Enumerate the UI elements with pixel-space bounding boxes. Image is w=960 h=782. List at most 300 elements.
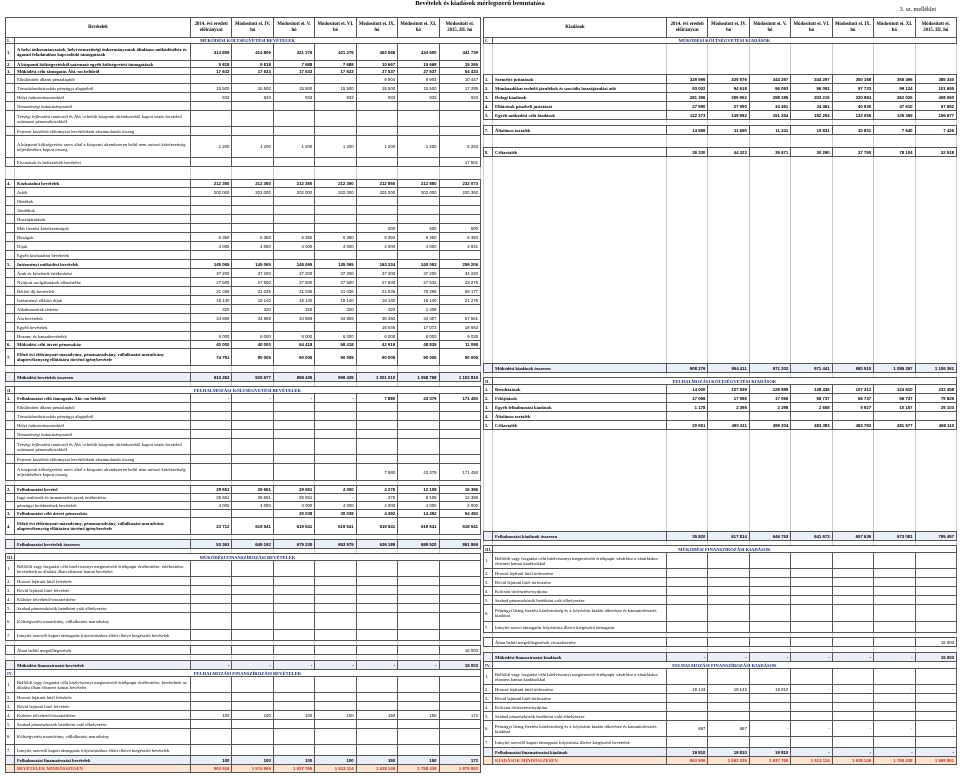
row-number: I.	[484, 38, 493, 44]
value-cell: 43 379	[398, 394, 439, 403]
row-number: 2.	[484, 569, 493, 578]
value-cell: 289 952	[708, 93, 749, 102]
value-cell: 171 450	[439, 464, 480, 481]
value-cell: 138 436	[791, 385, 832, 394]
table-row	[6, 646, 481, 655]
row-number	[6, 373, 15, 382]
value-cell	[398, 251, 439, 260]
value-cell: 212 350	[191, 180, 232, 188]
value-cell	[273, 366, 314, 373]
value-cell: 100	[273, 756, 314, 765]
value-cell: 19 810	[667, 748, 708, 757]
value-cell	[356, 127, 397, 136]
value-cell: 933	[273, 93, 314, 102]
value-cell	[439, 412, 480, 421]
row-number: IV.	[7, 670, 13, 676]
value-cell	[667, 703, 708, 712]
value-cell: 933	[439, 93, 480, 102]
row-number	[6, 233, 15, 242]
value-cell	[398, 167, 439, 180]
value-cell: 34 869	[273, 314, 314, 323]
value-cell	[315, 693, 356, 702]
row-label: Előző évi előirányzat-maradvány, pénzmaradvány, vállalkozási maradvány alaptevékenység ellátására történő igénybevétele	[15, 518, 191, 535]
value-cell	[232, 403, 273, 412]
value-cell	[191, 577, 232, 586]
value-cell	[315, 403, 356, 412]
table-row	[484, 135, 957, 148]
value-cell	[791, 157, 832, 364]
value-cell: 1 200	[191, 136, 232, 158]
row-label: FELHALMOZÁSI FINANSZÍROZÁSI BEVÉTELEK	[15, 670, 481, 677]
section-header-row	[6, 670, 481, 677]
table-row	[484, 685, 957, 694]
value-cell	[232, 102, 273, 111]
value-cell	[915, 622, 956, 633]
value-cell: -	[832, 748, 873, 757]
row-number: 7.	[6, 630, 15, 641]
row-number	[6, 403, 15, 412]
value-cell	[315, 561, 356, 577]
value-cell: 499 204	[749, 421, 790, 430]
table-row	[484, 569, 957, 578]
value-cell: 15 500	[232, 84, 273, 93]
row-label: Egyéb közhatalmi bevételek	[15, 251, 191, 260]
value-cell: 9 904	[356, 75, 397, 84]
value-cell: 32 518	[915, 148, 956, 157]
table-row	[6, 84, 481, 93]
table-row	[484, 148, 957, 157]
row-number: 4.	[484, 412, 493, 421]
row-label: Belföldi vagy forgatási célú hitelviszonyt megtestesítő értékpapír vásárlása a vásárláskor elismert kamat kiadásokkal	[493, 553, 667, 569]
row-label: FELHALMOZÁSI KÖLTSÉGVETÉSI KIADÁSOK	[493, 378, 957, 385]
value-cell	[915, 553, 956, 569]
value-cell: 1 758 438	[398, 765, 439, 773]
table-row	[6, 314, 481, 323]
value-cell	[315, 251, 356, 260]
row-label: Elvonások és befizetések bevételei	[15, 158, 191, 167]
table-row	[6, 111, 481, 127]
value-cell	[273, 439, 314, 455]
value-cell	[191, 167, 232, 180]
value-cell: 56 737	[791, 394, 832, 403]
value-cell	[915, 694, 956, 703]
value-cell	[832, 44, 873, 75]
value-cell	[708, 712, 749, 721]
table-row	[6, 305, 481, 314]
value-cell	[232, 693, 273, 702]
table-row	[6, 412, 481, 421]
value-cell	[667, 737, 708, 748]
value-cell	[439, 702, 480, 711]
value-cell	[832, 578, 873, 587]
value-cell: 483 383	[791, 421, 832, 430]
value-cell	[232, 206, 273, 215]
value-cell	[191, 604, 232, 613]
value-cell: 483 783	[832, 421, 873, 430]
value-cell	[315, 158, 356, 167]
row-label: Irányító szervtől kapott támogatás folyósításához előírt illetve kiegészítő bevételek	[15, 745, 191, 756]
row-number	[6, 278, 15, 287]
value-cell	[832, 135, 873, 148]
table-row	[484, 403, 957, 412]
value-cell	[273, 693, 314, 702]
value-cell	[356, 613, 397, 630]
value-cell	[398, 412, 439, 421]
value-cell: -	[874, 685, 915, 694]
value-cell	[273, 403, 314, 412]
value-cell: 963 906	[667, 757, 708, 765]
value-cell	[191, 102, 232, 111]
row-number	[6, 215, 15, 224]
row-number	[6, 439, 15, 455]
table-row	[6, 68, 481, 75]
value-cell	[356, 102, 397, 111]
value-cell: 619 541	[356, 518, 397, 535]
value-cell	[749, 669, 790, 685]
value-cell	[273, 729, 314, 745]
column-header-period: Módosított ei. VI. hó	[315, 18, 356, 38]
value-cell	[232, 251, 273, 260]
total-row	[6, 661, 481, 670]
row-number: 1.	[484, 553, 493, 569]
value-cell: 172	[439, 711, 480, 720]
value-cell	[191, 455, 232, 464]
value-cell	[832, 638, 873, 647]
value-cell	[273, 412, 314, 421]
value-cell	[273, 613, 314, 630]
table-row	[484, 84, 957, 93]
value-cell	[232, 745, 273, 756]
row-number	[6, 287, 15, 296]
value-cell	[356, 197, 397, 206]
row-label: Térségi fejlesztési tanácstól és Áht.-n belüli központi alrendszerből kapott uniós forrásból származó pénzeszközökből	[15, 439, 191, 455]
row-number: 5.	[484, 421, 493, 430]
value-cell	[315, 430, 356, 439]
value-cell: 6 000	[232, 332, 273, 341]
row-label	[493, 157, 667, 364]
value-cell: 27 990	[708, 102, 749, 111]
row-label: Általános tartalék	[493, 412, 667, 421]
value-cell	[191, 595, 232, 604]
value-cell: 1 637 765	[749, 757, 790, 765]
value-cell: 34 220	[439, 269, 480, 278]
value-cell: 320	[356, 305, 397, 314]
value-cell	[191, 693, 232, 702]
value-cell: 6 000	[398, 332, 439, 341]
row-number: 2.	[6, 486, 15, 494]
value-cell: 14 492	[398, 510, 439, 518]
value-cell: 44 323	[708, 148, 749, 157]
row-label: Közhatalmi bevételek	[15, 180, 191, 188]
value-cell: 414 806	[232, 44, 273, 61]
row-label: Belföldi vagy forgatási célú hitelviszonyt megtestesítő értékpapír értékesítése, bevételnek az általási ilban elismert kamat bevételei	[15, 677, 191, 693]
value-cell	[273, 197, 314, 206]
value-cell: 18 140	[273, 296, 314, 305]
value-cell: 30 038	[273, 510, 314, 518]
value-cell: 1 102 819	[439, 373, 480, 382]
row-label: FELHALMOZÁSI KÖLTSÉGVETÉSI BEVÉTELEK	[15, 387, 481, 394]
row-number: 3.	[484, 578, 493, 587]
value-cell	[915, 605, 956, 622]
row-label: Hosszú lejáratú hitel törlesztése	[493, 685, 667, 694]
value-cell	[191, 251, 232, 260]
value-cell: 202 000	[398, 188, 439, 197]
value-cell	[315, 224, 356, 233]
table-row	[484, 385, 957, 394]
value-cell: 37 200	[273, 269, 314, 278]
row-number	[6, 75, 15, 84]
value-cell: 150	[398, 756, 439, 765]
value-cell: 7 688	[315, 61, 356, 68]
value-cell	[315, 702, 356, 711]
value-cell: 1 085 357	[874, 364, 915, 373]
value-cell: 90 005	[398, 349, 439, 366]
table-row	[6, 158, 481, 167]
value-cell: 933	[191, 93, 232, 102]
value-cell	[874, 135, 915, 148]
value-cell	[232, 677, 273, 693]
row-number: 2.	[6, 61, 15, 68]
value-cell: 37 200	[191, 269, 232, 278]
value-cell: 35 820	[667, 532, 708, 541]
column-header-period: 2014. évi eredeti előirányzat	[191, 18, 232, 38]
value-cell: 19 810	[749, 748, 790, 757]
value-cell	[915, 712, 956, 721]
table-row	[6, 278, 481, 287]
value-cell: 4 000	[315, 486, 356, 494]
value-cell: 128 985	[749, 385, 790, 394]
value-cell: 11 098	[439, 341, 480, 349]
value-cell: 954 411	[708, 364, 749, 373]
value-cell	[667, 157, 708, 364]
value-cell	[915, 737, 956, 748]
value-cell: 1 159 361	[915, 364, 956, 373]
value-cell	[708, 430, 749, 532]
value-cell: 259 206	[439, 260, 480, 269]
value-cell: 619 541	[439, 518, 480, 535]
value-cell	[315, 439, 356, 455]
value-cell	[356, 439, 397, 455]
value-cell: -	[791, 748, 832, 757]
table-row	[6, 745, 481, 756]
row-label: Költségvetési maradvány, vállalkozási maradvány	[15, 613, 191, 630]
value-cell	[791, 44, 832, 75]
row-number: III.	[485, 546, 492, 552]
value-cell	[273, 127, 314, 136]
value-cell: 150	[398, 711, 439, 720]
row-number: 7.	[6, 349, 15, 366]
table-row	[484, 638, 957, 647]
value-cell: -	[832, 721, 873, 737]
value-cell: 667	[708, 721, 749, 737]
table-row	[6, 332, 481, 341]
annex-label: 3. sz. melléklet	[899, 7, 936, 13]
value-cell	[874, 44, 915, 75]
row-number: 2.	[484, 685, 493, 694]
row-number	[6, 421, 15, 430]
row-label: Felhalmozási finanszírozási bevételek	[15, 756, 191, 765]
value-cell	[232, 586, 273, 595]
value-cell	[398, 604, 439, 613]
row-label: MŰKÖDÉSI FINANSZÍROZÁSI KIADÁSOK	[493, 546, 957, 553]
value-cell: -	[356, 661, 397, 670]
value-cell: 145 065	[191, 260, 232, 269]
row-label: Működési bevételek összesen	[15, 373, 191, 382]
table-row	[6, 486, 481, 494]
row-number: 7.	[484, 622, 493, 633]
value-cell	[315, 421, 356, 430]
table-row	[6, 167, 481, 180]
value-cell: 6 350	[315, 233, 356, 242]
row-number: 6.	[6, 729, 15, 745]
table-row	[484, 111, 957, 120]
value-cell: 34 461	[749, 102, 790, 111]
value-cell: 7 640	[874, 126, 915, 135]
table-row	[484, 703, 957, 712]
value-cell	[832, 605, 873, 622]
value-cell: 10 831	[832, 126, 873, 135]
value-cell	[708, 569, 749, 578]
value-cell: 18 140	[191, 296, 232, 305]
value-cell: 17 633	[232, 68, 273, 75]
value-cell	[439, 455, 480, 464]
value-cell	[874, 694, 915, 703]
value-cell: -	[874, 721, 915, 737]
row-label: Személyi juttatások	[493, 75, 667, 84]
value-cell	[273, 464, 314, 481]
value-cell	[667, 135, 708, 148]
value-cell: 202 000	[356, 188, 397, 197]
total-row	[6, 540, 481, 549]
row-number	[6, 756, 15, 765]
value-cell: 963 916	[191, 765, 232, 773]
row-label: Céltartalék	[493, 148, 667, 157]
value-cell: 4 000	[191, 502, 232, 510]
value-cell: 29 651	[191, 486, 232, 494]
table-row	[6, 595, 481, 604]
value-cell	[232, 729, 273, 745]
value-cell: 37 200	[356, 269, 397, 278]
value-cell: 34 869	[191, 314, 232, 323]
value-cell	[439, 630, 480, 641]
value-cell: 20 651	[667, 421, 708, 430]
value-cell	[273, 577, 314, 586]
row-label: Felhalmozási finanszírozási kiadások	[493, 748, 667, 757]
value-cell	[398, 729, 439, 745]
value-cell	[315, 366, 356, 373]
row-number: 7.	[484, 737, 493, 748]
table-row	[484, 394, 957, 403]
value-cell: 172	[439, 756, 480, 765]
value-cell: 93 002	[667, 84, 708, 93]
value-cell: 933	[356, 93, 397, 102]
value-cell: 6 350	[439, 233, 480, 242]
row-number: 3.	[484, 403, 493, 412]
value-cell: 7 426	[915, 126, 956, 135]
value-cell	[398, 366, 439, 373]
row-number: 6.	[6, 341, 15, 349]
value-cell: -	[791, 721, 832, 737]
value-cell	[356, 366, 397, 373]
value-cell	[832, 587, 873, 596]
row-label: Belföldi vagy forgatási célú hitelviszonyt megtestesítő értékpapír értékesítése, értékesítése, bevételnek az általási ilban elismert kamat bevételei	[15, 561, 191, 577]
value-cell: 9 904	[398, 75, 439, 84]
value-cell	[232, 646, 273, 655]
value-cell	[791, 553, 832, 569]
row-label: MŰKÖDÉSI KÖLTSÉGVETÉSI BEVÉTELEK	[15, 38, 481, 44]
column-header-period: Módosított ei. IX. hó	[832, 18, 873, 38]
value-cell	[398, 158, 439, 167]
row-label: Elkülönített állami pénzalapból	[15, 403, 191, 412]
value-cell	[708, 605, 749, 622]
value-cell	[832, 622, 873, 633]
row-label: Előző évi előirányzat-maradvány, pénzmaradvány, vállalkozási maradvány alaptevékenység ellátására történő igénybevétele	[15, 349, 191, 366]
value-cell: 27 537	[398, 68, 439, 75]
section-header-row	[6, 554, 481, 561]
value-cell: 30 038	[315, 510, 356, 518]
value-cell: 78 104	[874, 148, 915, 157]
value-cell: 202 000	[315, 188, 356, 197]
table-row	[484, 712, 957, 721]
value-cell	[439, 595, 480, 604]
value-cell: 17 066	[749, 394, 790, 403]
value-cell: 355 496	[874, 75, 915, 84]
value-cell	[273, 646, 314, 655]
value-cell: 21 036	[232, 287, 273, 296]
value-cell	[356, 729, 397, 745]
row-label: Szabad pénzeszközök betétként való elhelyezése	[493, 712, 667, 721]
value-cell	[356, 720, 397, 729]
value-cell	[356, 693, 397, 702]
value-cell: 25 103	[915, 403, 956, 412]
row-number	[6, 412, 15, 421]
value-cell	[832, 737, 873, 748]
value-cell: 100	[232, 756, 273, 765]
value-cell	[832, 412, 873, 421]
value-cell	[232, 720, 273, 729]
value-cell	[667, 605, 708, 622]
row-label: KIADÁSOK MINDÖSSZESEN	[493, 757, 667, 765]
value-cell: 25 651	[191, 494, 232, 502]
total-row	[484, 364, 957, 373]
table-row	[484, 126, 957, 135]
value-cell: 4 000	[232, 502, 273, 510]
value-cell: 17 066	[708, 394, 749, 403]
value-cell: 9 035	[439, 332, 480, 341]
value-cell: 4 000	[273, 502, 314, 510]
row-number	[6, 366, 15, 373]
value-cell: 37 200	[398, 269, 439, 278]
value-cell	[791, 669, 832, 685]
value-cell: 1 200	[273, 136, 314, 158]
value-cell: 96 093	[791, 84, 832, 93]
table-row	[484, 157, 957, 364]
value-cell: 149 992	[708, 111, 749, 120]
value-cell	[398, 403, 439, 412]
value-cell	[356, 586, 397, 595]
value-cell: 344 297	[749, 75, 790, 84]
value-cell	[232, 510, 273, 518]
value-cell	[191, 630, 232, 641]
value-cell: 15 003	[439, 661, 480, 670]
value-cell	[356, 206, 397, 215]
value-cell	[232, 366, 273, 373]
table-row	[484, 605, 957, 622]
value-cell	[915, 596, 956, 605]
value-cell: 17 633	[191, 68, 232, 75]
value-cell: 619 541	[398, 518, 439, 535]
table-row	[6, 180, 481, 188]
